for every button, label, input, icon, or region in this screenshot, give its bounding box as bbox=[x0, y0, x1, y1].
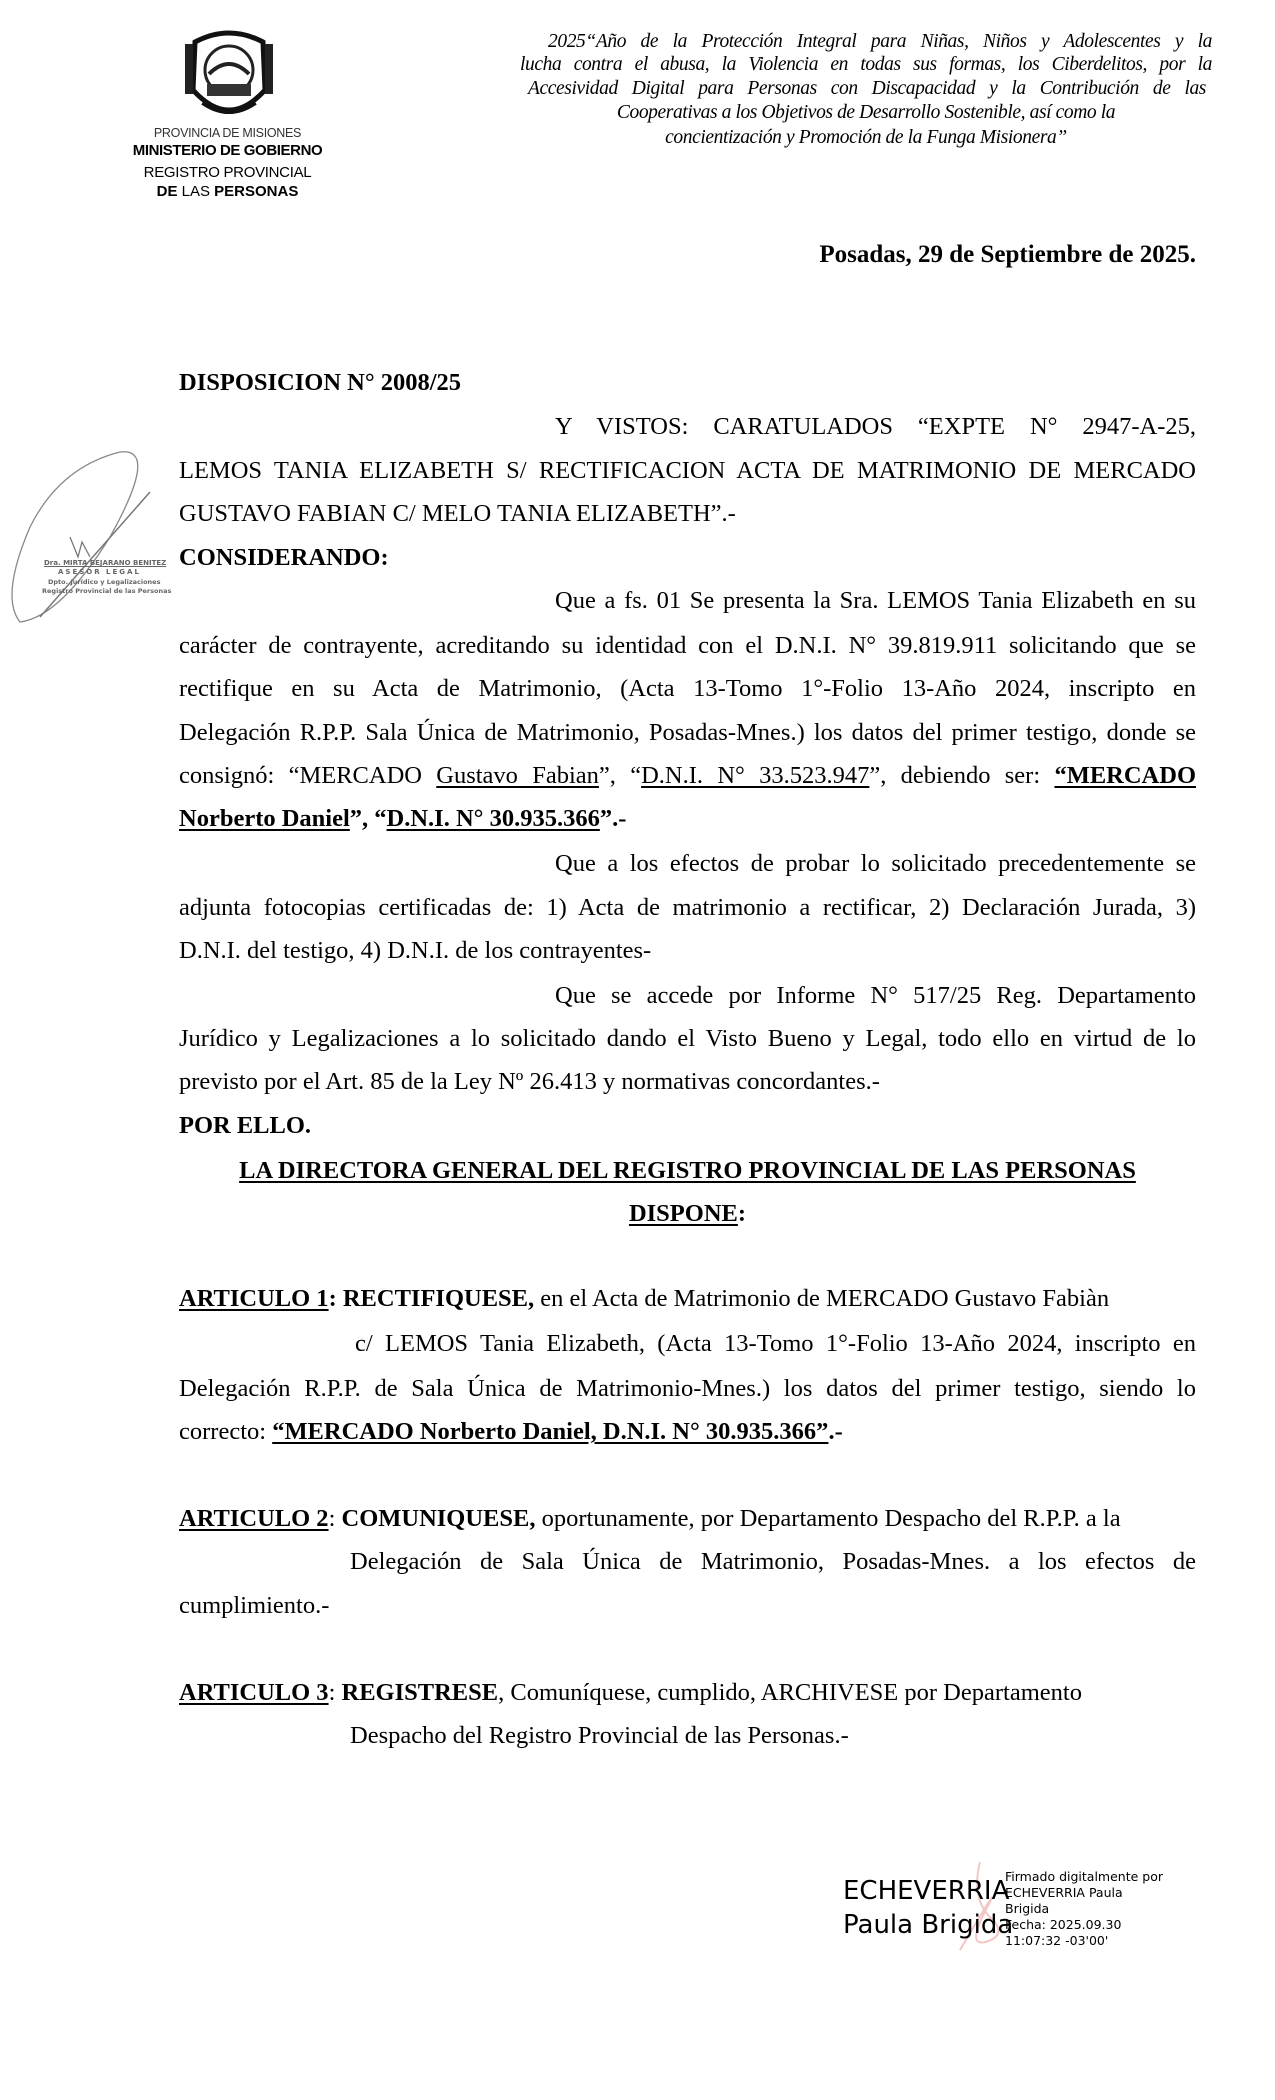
motto-line: 2025“Año de la Protección Integral para Niñas, Niños y Adolescentes y la bbox=[548, 31, 1212, 52]
text-segment: Delegación R.P.P. de Sala Única de Matrimonio-Mnes.) los datos del primer testigo, siendo lo bbox=[179, 1375, 1196, 1402]
text-line bbox=[179, 368, 461, 398]
text-segment: Jurídico y Legalizaciones a lo solicitado dando el Visto Bueno y Legal, todo ello en virtud de lo bbox=[179, 1025, 1196, 1052]
signature-detail: Firmado digitalmente por bbox=[1005, 1869, 1163, 1884]
text-segment: D.N.I. del testigo, 4) D.N.I. de los contrayentes- bbox=[179, 937, 652, 964]
motto-line: lucha contra el abusa, la Violencia en todas sus formas, los Ciberdelitos, por la bbox=[520, 54, 1212, 75]
logo-registry-line2 bbox=[100, 183, 355, 200]
text-segment: ”, “ bbox=[349, 805, 387, 832]
signature-detail: Brigida bbox=[1005, 1901, 1050, 1916]
text-segment: ”, “ bbox=[598, 762, 642, 789]
motto-line: concientización y Promoción de la Funga Misionera” bbox=[665, 127, 1067, 148]
logo-registry-de: DE bbox=[156, 183, 178, 200]
text-segment: REGISTRESE bbox=[341, 1679, 499, 1706]
text-segment: ”, debiendo ser: bbox=[869, 762, 1055, 789]
text-segment: Delegación R.P.P. Sala Única de Matrimonio, Posadas-Mnes.) los datos del primer testigo, donde se bbox=[179, 719, 1196, 746]
text-segment: POR ELLO. bbox=[179, 1112, 312, 1139]
logo-registry-las: LAS bbox=[177, 183, 215, 200]
text-segment: CONSIDERANDO: bbox=[179, 544, 389, 571]
text-segment: rectifique en su Acta de Matrimonio, (Acta 13-Tomo 1°-Folio 13-Año 2024, inscripto en bbox=[179, 675, 1196, 702]
text-line bbox=[350, 1721, 849, 1751]
text-line bbox=[179, 543, 389, 573]
emphasized-text: ARTICULO 3 bbox=[179, 1679, 329, 1706]
text-segment: Y VISTOS: CARATULADOS “EXPTE N° 2947-A-25, bbox=[555, 413, 1196, 440]
text-line bbox=[179, 718, 1196, 748]
text-segment: oportunamente, por Departamento Despacho del R.P.P. a la bbox=[535, 1505, 1121, 1532]
text-segment: carácter de contrayente, acreditando su identidad con el D.N.I. N° 39.819.911 solicitando que se bbox=[179, 632, 1196, 659]
text-segment: en el Acta de Matrimonio de MERCADO Gustavo Fabiàn bbox=[534, 1285, 1110, 1312]
handwritten-signature-icon bbox=[0, 447, 175, 627]
text-line bbox=[179, 1024, 1196, 1054]
text-line bbox=[179, 1417, 843, 1447]
text-line bbox=[179, 499, 736, 529]
emphasized-text: “MERCADO Norberto Daniel, D.N.I. N° 30.935.366” bbox=[272, 1418, 829, 1445]
text-line bbox=[179, 936, 651, 966]
text-segment: Que se accede por Informe N° 517/25 Reg. Departamento bbox=[555, 982, 1196, 1009]
text-segment: correcto: bbox=[179, 1418, 273, 1445]
text-line bbox=[555, 981, 1196, 1011]
emphasized-text: ARTICULO 2 bbox=[179, 1505, 329, 1532]
logo-province: PROVINCIA DE MISIONES bbox=[153, 126, 302, 140]
motto-line: Cooperativas a los Objetivos de Desarrollo Sostenible, así como la bbox=[616, 102, 1116, 123]
signature-detail: Fecha: 2025.09.30 bbox=[1005, 1917, 1122, 1932]
text-segment: ”.- bbox=[599, 805, 627, 832]
text-segment: c/ LEMOS Tania Elizabeth, (Acta 13-Tomo 1°-Folio 13-Año 2024, inscripto en bbox=[355, 1330, 1196, 1357]
signer-name-line2: Paula Brigida bbox=[843, 1910, 1014, 1940]
text-segment: : RECTIFIQUESE, bbox=[328, 1285, 535, 1312]
text-line bbox=[179, 1156, 1196, 1186]
text-segment: D.N.I. N° 33.523.947 bbox=[641, 762, 870, 789]
provincial-seal-icon bbox=[183, 30, 275, 126]
emphasized-text: ARTICULO 1 bbox=[179, 1285, 329, 1312]
text-segment: Que a los efectos de probar lo solicitado precedentemente se bbox=[555, 850, 1196, 877]
text-line bbox=[179, 1199, 1196, 1229]
emphasized-text: DISPONE bbox=[628, 1200, 738, 1227]
text-segment: adjunta fotocopias certificadas de: 1) Acta de matrimonio a rectificar, 2) Declaración Jurada, 3) bbox=[179, 894, 1196, 921]
text-line bbox=[179, 1591, 329, 1621]
emphasized-text: Norberto Daniel bbox=[179, 805, 350, 832]
text-line bbox=[179, 1678, 1082, 1708]
text-line bbox=[179, 1284, 1109, 1314]
text-segment: , Comuníquese, cumplido, ARCHIVESE por Departamento bbox=[498, 1679, 1082, 1706]
text-segment: Despacho del Registro Provincial de las Personas.- bbox=[350, 1722, 849, 1749]
text-segment: LEMOS TANIA ELIZABETH S/ RECTIFICACION ACTA DE MATRIMONIO DE MERCADO bbox=[179, 457, 1196, 484]
text-segment: GUSTAVO FABIAN C/ MELO TANIA ELIZABETH”.- bbox=[179, 500, 736, 527]
text-segment: DISPOSICION N° 2008/25 bbox=[179, 369, 462, 396]
emphasized-text: LA DIRECTORA GENERAL DEL REGISTRO PROVINCIAL DE LAS PERSONAS bbox=[239, 1157, 1136, 1184]
text-line bbox=[179, 1504, 1121, 1534]
text-segment: previsto por el Art. 85 de la Ley Nº 26.413 y normativas concordantes.- bbox=[179, 1068, 880, 1095]
logo-registry-line1: REGISTRO PROVINCIAL bbox=[143, 164, 312, 181]
text-segment: : bbox=[737, 1200, 747, 1227]
text-segment: COMUNIQUESE, bbox=[341, 1505, 536, 1532]
text-segment: : bbox=[328, 1679, 342, 1706]
text-line bbox=[179, 804, 626, 834]
text-line bbox=[555, 586, 1196, 616]
text-line bbox=[179, 456, 1196, 486]
text-line bbox=[179, 674, 1196, 704]
logo-ministry: MINISTERIO DE GOBIERNO bbox=[132, 142, 323, 159]
text-segment: Gustavo Fabian bbox=[436, 762, 599, 789]
motto-line: Accesividad Digital para Personas con Discapacidad y la Contribución de las bbox=[528, 78, 1206, 99]
stamp-line: Registro Provincial de las Personas bbox=[42, 587, 172, 595]
logo-registry-personas: PERSONAS bbox=[214, 183, 299, 200]
text-line bbox=[179, 1374, 1196, 1404]
signature-detail: ECHEVERRIA Paula bbox=[1005, 1885, 1123, 1900]
place-date: Posadas, 29 de Septiembre de 2025. bbox=[819, 241, 1196, 268]
text-line bbox=[555, 849, 1196, 879]
text-line bbox=[350, 1547, 1196, 1577]
emphasized-text: “MERCADO bbox=[1054, 762, 1196, 789]
emphasized-text: D.N.I. N° 30.935.366 bbox=[386, 805, 600, 832]
text-segment: cumplimiento.- bbox=[179, 1592, 330, 1619]
text-segment: : bbox=[328, 1505, 342, 1532]
text-segment: .- bbox=[828, 1418, 843, 1445]
text-line bbox=[355, 1329, 1196, 1359]
text-line bbox=[179, 761, 1196, 791]
text-line bbox=[179, 1067, 880, 1097]
text-segment: consignó: “MERCADO bbox=[179, 762, 437, 789]
stamp-line: ASESOR LEGAL bbox=[58, 568, 141, 576]
text-line bbox=[179, 631, 1196, 661]
stamp-line: Dra. MIRTA BEJARANO BENITEZ bbox=[44, 559, 167, 567]
text-line bbox=[179, 893, 1196, 923]
text-line bbox=[555, 412, 1196, 442]
signature-detail: 11:07:32 -03'00' bbox=[1005, 1933, 1109, 1948]
stamp-line: Dpto. Jurídico y Legalizaciones bbox=[48, 578, 161, 586]
signer-name-line1: ECHEVERRIA bbox=[843, 1876, 1010, 1906]
text-line bbox=[179, 1111, 311, 1141]
text-segment: Que a fs. 01 Se presenta la Sra. LEMOS Tania Elizabeth en su bbox=[555, 587, 1196, 614]
text-segment: Delegación de Sala Única de Matrimonio, Posadas-Mnes. a los efectos de bbox=[350, 1548, 1196, 1575]
margin-signature-stamp bbox=[0, 447, 175, 627]
